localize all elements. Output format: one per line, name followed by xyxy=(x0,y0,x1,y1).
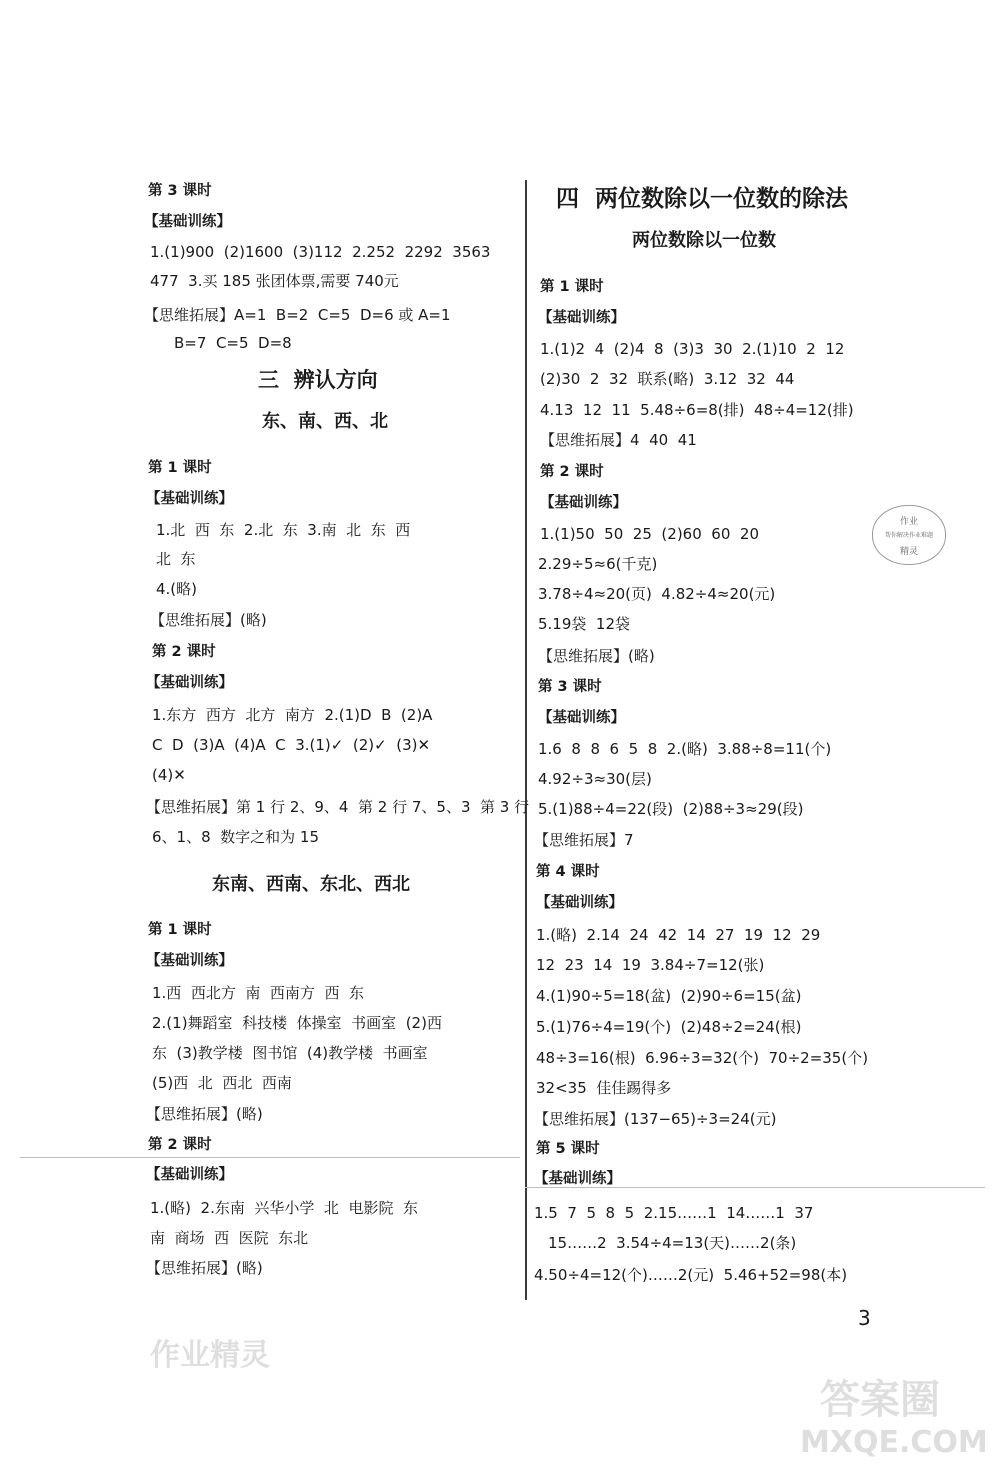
section-label: 【基础训练】 xyxy=(534,1171,621,1187)
answer-line: 6、1、8 数字之和为 15 xyxy=(152,828,320,846)
stamp-logo xyxy=(872,505,946,565)
answer-line: 4.92÷3≈30(层) xyxy=(538,770,652,788)
answer-line: 【思维拓展】(略) xyxy=(146,1105,263,1123)
chapter-title: 三 辨认方向 xyxy=(258,368,378,392)
answer-line: 【思维拓展】第 1 行 2、9、4 第 2 行 7、5、3 第 3 行 xyxy=(146,798,530,816)
answer-line: 南 商场 西 医院 东北 xyxy=(150,1229,309,1247)
section-label: 【基础训练】 xyxy=(144,214,231,230)
answer-line: 【思维拓展】(略) xyxy=(146,1259,263,1277)
answer-line: 5.19袋 12袋 xyxy=(538,615,631,633)
answer-line: 4.13 12 11 5.48÷6=8(排) 48÷4=12(排) xyxy=(540,401,854,419)
section-label: 【基础训练】 xyxy=(538,310,625,326)
watermark-bottom-right: 答案圈 xyxy=(820,1377,940,1423)
lesson-heading: 第 4 课时 xyxy=(536,864,600,880)
answer-line: 4.(略) xyxy=(156,580,198,598)
answer-line: 1.西 西北方 南 西南方 西 东 xyxy=(152,984,364,1002)
answer-line: 【思维拓展】(略) xyxy=(150,611,267,629)
answer-line: 1.(1)900 (2)1600 (3)112 2.252 2292 3563 xyxy=(150,243,491,261)
answer-line: 1.东方 西方 北方 南方 2.(1)D B (2)A xyxy=(152,706,433,724)
answer-line: 2.(1)舞蹈室 科技楼 体操室 书画室 (2)西 xyxy=(152,1014,442,1032)
scan-line xyxy=(20,1157,520,1158)
section-label: 【基础训练】 xyxy=(538,710,625,726)
answer-line: 1.6 8 8 6 5 8 2.(略) 3.88÷8=11(个) xyxy=(538,740,832,758)
answer-line: 12 23 14 19 3.84÷7=12(张) xyxy=(536,956,765,974)
answer-line: 32<35 佳佳踢得多 xyxy=(536,1079,672,1097)
answer-line: 【思维拓展】(137−65)÷3=24(元) xyxy=(534,1110,777,1128)
answer-line: 【思维拓展】7 xyxy=(534,831,634,849)
lesson-heading: 第 1 课时 xyxy=(148,922,212,938)
answer-line: 1.(1)2 4 (2)4 8 (3)3 30 2.(1)10 2 12 xyxy=(540,340,845,358)
answer-line: 4.50÷4=12(个)……2(元) 5.46+52=98(本) xyxy=(534,1266,848,1284)
answer-line: 1.(略) 2.东南 兴华小学 北 电影院 东 xyxy=(150,1199,419,1217)
answer-line: 1.(1)50 50 25 (2)60 60 20 xyxy=(540,525,760,543)
answer-line: (2)30 2 32 联系(略) 3.12 32 44 xyxy=(540,370,795,388)
lesson-heading: 第 2 课时 xyxy=(540,464,604,480)
answer-line: 东 (3)教学楼 图书馆 (4)教学楼 书画室 xyxy=(152,1044,428,1062)
section-title: 东、南、西、北 xyxy=(262,411,388,432)
stamp-top-text: 作业 xyxy=(899,517,918,527)
watermark-site: MXQE.COM xyxy=(800,1425,988,1460)
answer-line: C D (3)A (4)A C 3.(1)✓ (2)✓ (3)✕ xyxy=(152,736,431,754)
lesson-heading: 第 2 课时 xyxy=(152,644,216,660)
chapter-title: 四 两位数除以一位数的除法 xyxy=(556,186,849,212)
lesson-heading: 第 1 课时 xyxy=(540,279,604,295)
answer-line: 北 东 xyxy=(156,550,196,568)
answer-line: 【思维拓展】A=1 B=2 C=5 D=6 或 A=1 xyxy=(144,306,451,324)
section-label: 【基础训练】 xyxy=(536,895,623,911)
answer-line: 48÷3=16(根) 6.96÷3=32(个) 70÷2=35(个) xyxy=(536,1049,869,1067)
section-label: 【基础训练】 xyxy=(146,1167,233,1183)
page-number: 3 xyxy=(858,1306,871,1330)
lesson-heading: 第 1 课时 xyxy=(148,460,212,476)
answer-line: 3.78÷4≈20(页) 4.82÷4≈20(元) xyxy=(538,585,776,603)
answer-line: 5.(1)88÷4=22(段) (2)88÷3≈29(段) xyxy=(538,800,804,818)
lesson-heading: 第 3 课时 xyxy=(148,183,212,199)
section-label: 【基础训练】 xyxy=(146,953,233,969)
stamp-bottom-text: 精灵 xyxy=(899,547,918,557)
section-label: 【基础训练】 xyxy=(146,491,233,507)
answer-line: 4.(1)90÷5=18(盆) (2)90÷6=15(盆) xyxy=(536,987,802,1005)
answer-line: (4)✕ xyxy=(152,766,186,784)
answer-line: 1.5 7 5 8 5 2.15……1 14……1 37 xyxy=(534,1204,814,1222)
watermark-bottom-left: 作业精灵 xyxy=(150,1338,270,1373)
section-label: 【基础训练】 xyxy=(146,675,233,691)
section-title: 东南、西南、东北、西北 xyxy=(212,874,410,895)
answer-line: 【思维拓展】(略) xyxy=(538,647,655,665)
answer-line: (5)西 北 西北 西南 xyxy=(152,1074,292,1092)
lesson-heading: 第 3 课时 xyxy=(538,679,602,695)
answer-line: 1.(略) 2.14 24 42 14 27 19 12 29 xyxy=(536,926,821,944)
answer-line: 2.29÷5≈6(千克) xyxy=(538,555,658,573)
lesson-heading: 第 2 课时 xyxy=(148,1137,212,1153)
stamp-middle-text: 帮你解决作业难题 xyxy=(884,532,933,539)
answer-line: 477 3.买 185 张团体票,需要 740元 xyxy=(150,272,399,290)
section-label: 【基础训练】 xyxy=(540,495,627,511)
answer-line: 1.北 西 东 2.北 东 3.南 北 东 西 xyxy=(156,521,411,539)
column-divider xyxy=(525,180,527,1300)
answer-line: 5.(1)76÷4=19(个) (2)48÷2=24(根) xyxy=(536,1018,802,1036)
answer-line: 15……2 3.54÷4=13(天)……2(条) xyxy=(548,1234,797,1252)
section-title: 两位数除以一位数 xyxy=(632,230,776,251)
answer-line: B=7 C=5 D=8 xyxy=(174,334,292,352)
answer-line: 【思维拓展】4 40 41 xyxy=(540,431,697,449)
lesson-heading: 第 5 课时 xyxy=(536,1141,600,1157)
